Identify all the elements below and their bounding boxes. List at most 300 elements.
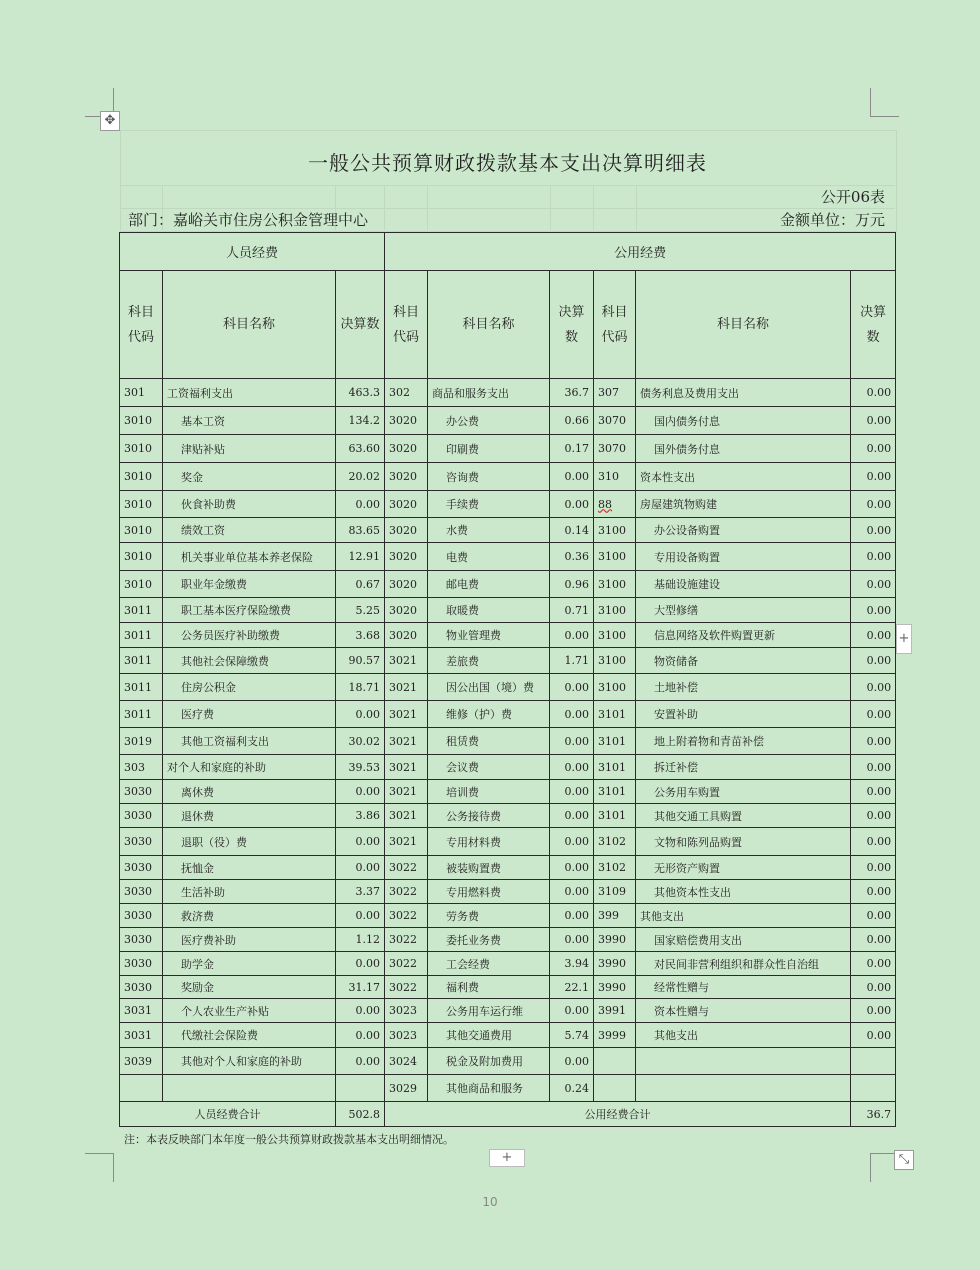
capital-code-cell: 3990 [594,952,636,976]
name-header: 科目名称 [163,271,336,379]
personnel-amount-cell: 3.37 [336,880,385,904]
goods-name-cell: 其他商品和服务 [428,1075,550,1102]
personnel-amount-cell: 0.00 [336,491,385,518]
goods-name-cell: 委托业务费 [428,928,550,952]
capital-name-cell: 安置补助 [636,701,851,728]
table-row [120,435,896,463]
personnel-code-cell: 3011 [120,674,163,701]
code-header: 科目代码 [385,271,428,379]
personnel-name-cell: 其他工资福利支出 [163,728,336,755]
personnel-amount-cell: 0.00 [336,780,385,804]
goods-amount-cell: 0.00 [550,928,594,952]
personnel-name-cell: 助学金 [163,952,336,976]
personnel-code-cell: 3030 [120,856,163,880]
goods-code-cell: 3020 [385,518,428,543]
goods-name-cell: 专用材料费 [428,828,550,856]
capital-amount-cell: 0.00 [851,728,896,755]
goods-name-cell: 其他交通费用 [428,1023,550,1048]
personnel-amount-cell: 1.12 [336,928,385,952]
goods-amount-cell: 0.00 [550,880,594,904]
table-row [120,880,896,904]
goods-code-cell: 3020 [385,543,428,571]
table-row [120,728,896,755]
personnel-amount-cell: 3.86 [336,804,385,828]
capital-amount-cell: 0.00 [851,701,896,728]
capital-name-cell: 对民间非营利组织和群众性自治组 [636,952,851,976]
goods-name-cell: 办公费 [428,407,550,435]
capital-amount-cell: 0.00 [851,880,896,904]
unit-label: 金额单位：万元 [779,211,885,229]
table-row [120,780,896,804]
goods-amount-cell: 1.71 [550,648,594,674]
goods-name-cell: 工会经费 [428,952,550,976]
personnel-amount-cell: 5.25 [336,598,385,623]
goods-amount-cell: 0.00 [550,755,594,780]
goods-code-cell: 3020 [385,435,428,463]
goods-code-cell: 3023 [385,1023,428,1048]
personnel-name-cell: 医疗费补助 [163,928,336,952]
capital-code-cell: 3109 [594,880,636,904]
capital-name-cell: 其他支出 [636,904,851,928]
capital-code-cell: 3101 [594,780,636,804]
capital-name-cell: 其他资本性支出 [636,880,851,904]
header-area [120,130,895,230]
capital-name-cell [636,1048,851,1075]
capital-amount-cell: 0.00 [851,999,896,1023]
table-row [120,856,896,880]
table-row [120,407,896,435]
personnel-amount-cell: 20.02 [336,463,385,491]
capital-code-cell: 3100 [594,598,636,623]
table-resize-handle-icon[interactable]: ⤡ [894,1150,914,1170]
goods-name-cell: 租赁费 [428,728,550,755]
goods-amount-cell: 0.17 [550,435,594,463]
capital-amount-cell: 0.00 [851,674,896,701]
add-column-button[interactable]: + [896,624,912,654]
capital-code-cell [594,1075,636,1102]
capital-name-cell: 经常性赠与 [636,976,851,999]
table-row [120,598,896,623]
capital-name-cell: 信息网络及软件购置更新 [636,623,851,648]
table-row [120,518,896,543]
goods-name-cell: 商品和服务支出 [428,379,550,407]
personnel-amount-cell: 12.91 [336,543,385,571]
goods-name-cell: 印刷费 [428,435,550,463]
personnel-code-cell: 3010 [120,463,163,491]
capital-name-cell: 物资储备 [636,648,851,674]
capital-amount-cell: 0.00 [851,976,896,999]
public-group-header: 公用经费 [385,233,896,271]
goods-name-cell: 水费 [428,518,550,543]
goods-amount-cell: 0.00 [550,828,594,856]
capital-name-cell: 国内债务付息 [636,407,851,435]
capital-code-cell: 3100 [594,518,636,543]
capital-code-cell: 3100 [594,623,636,648]
capital-name-cell: 办公设备购置 [636,518,851,543]
personnel-amount-cell: 30.02 [336,728,385,755]
goods-name-cell: 取暖费 [428,598,550,623]
personnel-amount-cell [336,1075,385,1102]
personnel-code-cell: 3011 [120,648,163,674]
capital-code-cell: 3101 [594,728,636,755]
personnel-name-cell: 离休费 [163,780,336,804]
goods-amount-cell: 0.00 [550,856,594,880]
capital-amount-cell: 0.00 [851,856,896,880]
table-row [120,1023,896,1048]
add-row-button[interactable]: + [489,1149,525,1167]
goods-code-cell: 3021 [385,804,428,828]
personnel-code-cell: 3030 [120,804,163,828]
capital-amount-cell: 0.00 [851,379,896,407]
personnel-amount-cell: 63.60 [336,435,385,463]
personnel-code-cell: 3031 [120,1023,163,1048]
code-header: 科目代码 [120,271,163,379]
goods-name-cell: 福利费 [428,976,550,999]
goods-amount-cell: 0.00 [550,804,594,828]
capital-amount-cell [851,1075,896,1102]
goods-code-cell: 3021 [385,674,428,701]
capital-name-cell: 大型修缮 [636,598,851,623]
capital-code-cell: 3101 [594,804,636,828]
table-row [120,379,896,407]
goods-name-cell: 物业管理费 [428,623,550,648]
capital-code-cell: 307 [594,379,636,407]
personnel-code-cell: 3031 [120,999,163,1023]
personnel-amount-cell: 0.00 [336,952,385,976]
capital-amount-cell: 0.00 [851,623,896,648]
personnel-code-cell: 301 [120,379,163,407]
table-row [120,952,896,976]
page-corner-mark [870,88,899,117]
goods-name-cell: 公务接待费 [428,804,550,828]
goods-name-cell: 专用燃料费 [428,880,550,904]
capital-amount-cell: 0.00 [851,952,896,976]
capital-name-cell: 专用设备购置 [636,543,851,571]
goods-code-cell: 3029 [385,1075,428,1102]
capital-code-cell: 3101 [594,701,636,728]
personnel-amount-cell: 134.2 [336,407,385,435]
table-note: 注：本表反映部门本年度一般公共预算财政拨款基本支出明细情况。 [124,1133,454,1146]
personnel-name-cell: 绩效工资 [163,518,336,543]
goods-name-cell: 咨询费 [428,463,550,491]
personnel-code-cell: 3011 [120,598,163,623]
personnel-name-cell: 津贴补贴 [163,435,336,463]
personnel-amount-cell: 0.00 [336,999,385,1023]
capital-code-cell: 3070 [594,435,636,463]
expenditure-table [119,232,896,1127]
goods-amount-cell: 0.96 [550,571,594,598]
goods-name-cell: 手续费 [428,491,550,518]
personnel-amount-cell: 463.3 [336,379,385,407]
personnel-code-cell: 3030 [120,780,163,804]
personnel-code-cell: 3010 [120,491,163,518]
goods-name-cell: 培训费 [428,780,550,804]
table-row [120,543,896,571]
personnel-amount-cell: 83.65 [336,518,385,543]
capital-code-cell: 3101 [594,755,636,780]
capital-amount-cell: 0.00 [851,804,896,828]
personnel-amount-cell: 0.00 [336,1023,385,1048]
totals-row [120,1102,896,1127]
goods-name-cell: 因公出国（境）费 [428,674,550,701]
goods-amount-cell: 22.1 [550,976,594,999]
page-number: 10 [482,1195,498,1209]
amount-header: 决算数 [550,271,594,379]
capital-amount-cell: 0.00 [851,1023,896,1048]
goods-code-cell: 3022 [385,904,428,928]
capital-amount-cell: 0.00 [851,755,896,780]
personnel-name-cell: 伙食补助费 [163,491,336,518]
personnel-amount-cell: 0.67 [336,571,385,598]
goods-amount-cell: 0.14 [550,518,594,543]
table-row [120,1048,896,1075]
personnel-total-label: 人员经费合计 [120,1102,336,1127]
goods-code-cell: 3021 [385,828,428,856]
personnel-code-cell: 3010 [120,407,163,435]
personnel-name-cell: 机关事业单位基本养老保险 [163,543,336,571]
capital-amount-cell: 0.00 [851,828,896,856]
capital-code-cell: 399 [594,904,636,928]
page-corner-mark [85,1153,114,1182]
capital-amount-cell: 0.00 [851,491,896,518]
goods-amount-cell: 0.00 [550,780,594,804]
personnel-code-cell: 3010 [120,518,163,543]
personnel-code-cell: 3010 [120,435,163,463]
goods-code-cell: 302 [385,379,428,407]
capital-amount-cell: 0.00 [851,518,896,543]
personnel-name-cell: 抚恤金 [163,856,336,880]
capital-amount-cell: 0.00 [851,435,896,463]
goods-code-cell: 3022 [385,952,428,976]
table-row [120,491,896,518]
personnel-code-cell: 3030 [120,880,163,904]
personnel-amount-cell: 0.00 [336,904,385,928]
personnel-amount-cell: 0.00 [336,856,385,880]
goods-amount-cell: 0.36 [550,543,594,571]
goods-code-cell: 3020 [385,598,428,623]
goods-amount-cell: 0.00 [550,674,594,701]
personnel-code-cell: 3010 [120,571,163,598]
goods-amount-cell: 36.7 [550,379,594,407]
table-row [120,701,896,728]
personnel-code-cell: 303 [120,755,163,780]
department-label: 部门：嘉峪关市住房公积金管理中心 [128,211,369,229]
personnel-name-cell: 奖金 [163,463,336,491]
personnel-amount-cell: 39.53 [336,755,385,780]
amount-header: 决算数 [851,271,896,379]
capital-amount-cell: 0.00 [851,598,896,623]
personnel-amount-cell: 90.57 [336,648,385,674]
capital-name-cell: 其他交通工具购置 [636,804,851,828]
personnel-name-cell: 职业年金缴费 [163,571,336,598]
capital-name-cell: 地上附着物和青苗补偿 [636,728,851,755]
capital-amount-cell: 0.00 [851,463,896,491]
goods-amount-cell: 0.00 [550,904,594,928]
personnel-amount-cell: 31.17 [336,976,385,999]
goods-code-cell: 3022 [385,880,428,904]
goods-name-cell: 公务用车运行维 [428,999,550,1023]
goods-code-cell: 3022 [385,976,428,999]
personnel-name-cell: 基本工资 [163,407,336,435]
capital-name-cell: 国家赔偿费用支出 [636,928,851,952]
personnel-name-cell: 其他社会保障缴费 [163,648,336,674]
personnel-name-cell: 救济费 [163,904,336,928]
name-header: 科目名称 [636,271,851,379]
name-header: 科目名称 [428,271,550,379]
capital-code-cell: 3102 [594,856,636,880]
personnel-name-cell: 职工基本医疗保险缴费 [163,598,336,623]
goods-name-cell: 差旅费 [428,648,550,674]
goods-name-cell: 税金及附加费用 [428,1048,550,1075]
personnel-amount-cell: 0.00 [336,1048,385,1075]
capital-amount-cell: 0.00 [851,648,896,674]
capital-name-cell: 房屋建筑物购建 [636,491,851,518]
table-row [120,463,896,491]
goods-code-cell: 3020 [385,491,428,518]
capital-code-cell: 3102 [594,828,636,856]
capital-code-cell: 3100 [594,674,636,701]
goods-code-cell: 3022 [385,856,428,880]
personnel-code-cell: 3011 [120,623,163,648]
goods-name-cell: 维修（护）费 [428,701,550,728]
capital-name-cell: 文物和陈列品购置 [636,828,851,856]
goods-amount-cell: 0.00 [550,623,594,648]
capital-name-cell: 资本性支出 [636,463,851,491]
table-row [120,976,896,999]
goods-amount-cell: 0.00 [550,463,594,491]
personnel-amount-cell: 3.68 [336,623,385,648]
capital-name-cell: 债务利息及费用支出 [636,379,851,407]
goods-name-cell: 邮电费 [428,571,550,598]
table-row [120,755,896,780]
personnel-name-cell: 个人农业生产补贴 [163,999,336,1023]
goods-code-cell: 3020 [385,571,428,598]
capital-amount-cell: 0.00 [851,928,896,952]
goods-name-cell: 电费 [428,543,550,571]
goods-amount-cell: 5.74 [550,1023,594,1048]
capital-name-cell: 土地补偿 [636,674,851,701]
personnel-name-cell: 代缴社会保险费 [163,1023,336,1048]
personnel-name-cell: 住房公积金 [163,674,336,701]
personnel-group-header: 人员经费 [120,233,385,271]
personnel-name-cell: 奖励金 [163,976,336,999]
capital-code-cell: 3990 [594,976,636,999]
personnel-name-cell: 其他对个人和家庭的补助 [163,1048,336,1075]
goods-code-cell: 3020 [385,407,428,435]
goods-amount-cell: 0.00 [550,491,594,518]
personnel-code-cell: 3010 [120,543,163,571]
capital-name-cell: 其他支出 [636,1023,851,1048]
capital-code-cell: 3991 [594,999,636,1023]
table-row [120,804,896,828]
goods-code-cell: 3020 [385,463,428,491]
goods-name-cell: 会议费 [428,755,550,780]
personnel-name-cell [163,1075,336,1102]
goods-code-cell: 3022 [385,928,428,952]
public-total-value: 36.7 [851,1102,896,1127]
goods-code-cell: 3021 [385,701,428,728]
goods-code-cell: 3021 [385,755,428,780]
goods-amount-cell: 0.00 [550,701,594,728]
goods-name-cell: 被装购置费 [428,856,550,880]
capital-amount-cell [851,1048,896,1075]
goods-amount-cell: 0.71 [550,598,594,623]
table-row [120,648,896,674]
code-header: 科目代码 [594,271,636,379]
personnel-amount-cell: 0.00 [336,701,385,728]
goods-code-cell: 3021 [385,648,428,674]
personnel-code-cell: 3039 [120,1048,163,1075]
capital-name-cell: 国外债务付息 [636,435,851,463]
table-row [120,928,896,952]
capital-code-cell: 3990 [594,928,636,952]
amount-header: 决算数 [336,271,385,379]
personnel-code-cell: 3030 [120,928,163,952]
capital-code-cell: 3999 [594,1023,636,1048]
capital-code-cell: 3070 [594,407,636,435]
personnel-name-cell: 公务员医疗补助缴费 [163,623,336,648]
table-row [120,623,896,648]
goods-amount-cell: 0.00 [550,1048,594,1075]
capital-name-cell: 基础设施建设 [636,571,851,598]
goods-amount-cell: 3.94 [550,952,594,976]
capital-name-cell: 拆迁补偿 [636,755,851,780]
personnel-code-cell [120,1075,163,1102]
capital-name-cell [636,1075,851,1102]
goods-amount-cell: 0.24 [550,1075,594,1102]
capital-code-cell: 88 [594,491,636,518]
personnel-name-cell: 工资福利支出 [163,379,336,407]
capital-code-cell: 3100 [594,571,636,598]
personnel-code-cell: 3030 [120,952,163,976]
personnel-code-cell: 3011 [120,701,163,728]
capital-amount-cell: 0.00 [851,904,896,928]
personnel-code-cell: 3030 [120,828,163,856]
personnel-code-cell: 3030 [120,904,163,928]
capital-amount-cell: 0.00 [851,780,896,804]
personnel-code-cell: 3019 [120,728,163,755]
goods-amount-cell: 0.00 [550,999,594,1023]
table-row [120,571,896,598]
table-row [120,999,896,1023]
capital-name-cell: 公务用车购置 [636,780,851,804]
personnel-amount-cell: 18.71 [336,674,385,701]
personnel-amount-cell: 0.00 [336,828,385,856]
goods-code-cell: 3020 [385,623,428,648]
personnel-total-value: 502.8 [336,1102,385,1127]
capital-code-cell: 310 [594,463,636,491]
public-total-label: 公用经费合计 [385,1102,851,1127]
personnel-name-cell: 生活补助 [163,880,336,904]
capital-name-cell: 无形资产购置 [636,856,851,880]
goods-name-cell: 劳务费 [428,904,550,928]
table-row [120,674,896,701]
personnel-name-cell: 退职（役）费 [163,828,336,856]
capital-amount-cell: 0.00 [851,571,896,598]
table-number: 公开06表 [820,188,885,206]
goods-code-cell: 3023 [385,999,428,1023]
capital-amount-cell: 0.00 [851,543,896,571]
personnel-code-cell: 3030 [120,976,163,999]
capital-code-cell: 3100 [594,543,636,571]
table-row [120,828,896,856]
table-row [120,904,896,928]
goods-amount-cell: 0.66 [550,407,594,435]
table-row [120,1075,896,1102]
goods-code-cell: 3021 [385,728,428,755]
goods-code-cell: 3021 [385,780,428,804]
table-move-handle-icon[interactable]: ✥ [100,111,120,131]
